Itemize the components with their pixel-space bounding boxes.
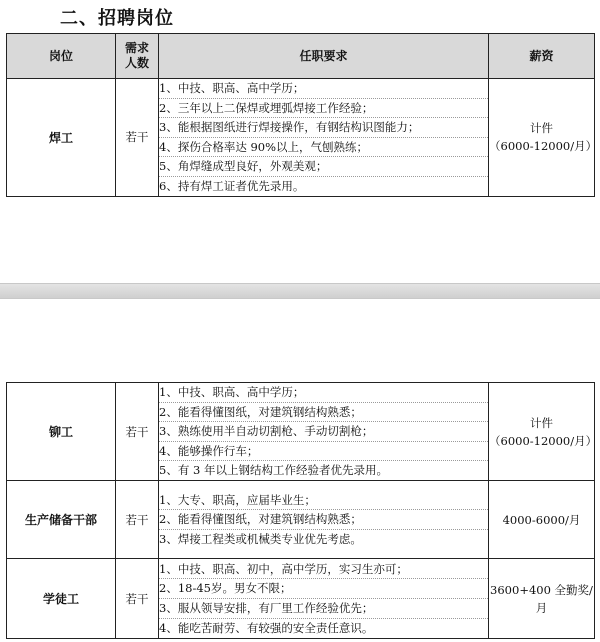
- count-cell: 若干: [116, 383, 159, 481]
- salary-cell: [489, 79, 598, 197]
- header-requirements: 任职要求: [159, 34, 489, 79]
- requirement-line: 1、大专、职高，应届毕业生；: [159, 491, 488, 511]
- jobs-table-page1: [6, 33, 598, 197]
- requirement-line: 2、能看得懂图纸，对建筑钢结构熟悉；: [159, 403, 488, 423]
- header-position: 岗位: [7, 34, 116, 79]
- requirement-line: 6、持有焊工证者优先录用。: [159, 178, 305, 193]
- requirement-line: 5、角焊缝成型良好，外观美观；: [159, 157, 488, 177]
- jobs-table-page2: [6, 382, 598, 639]
- requirement-line: 1、中技、职高、高中学历；: [159, 79, 488, 99]
- requirement-line: 2、能看得懂图纸，对建筑钢结构熟悉；: [159, 510, 488, 530]
- requirement-line: 3、服从领导安排，有厂里工作经验优先；: [159, 599, 488, 619]
- header-count: 需求 人数: [116, 34, 159, 79]
- salary-cell: [489, 481, 595, 559]
- salary-line: 3600+400 全勤奖/: [490, 582, 593, 597]
- salary-line: （6000-12000/月）: [489, 139, 598, 154]
- table-row: [7, 559, 595, 639]
- count-cell: 若干: [116, 559, 159, 639]
- requirement-line: 5、有 3 年以上钢结构工作经验者优先录用。: [159, 463, 388, 478]
- requirement-line: 4、能吃苦耐劳、有较强的安全责任意识。: [159, 620, 374, 635]
- requirement-line: 1、中技、职高、初中，高中学历，实习生亦可；: [159, 560, 488, 580]
- requirement-line: 2、18-45岁。男女不限；: [159, 579, 488, 599]
- position-cell: 焊工: [7, 79, 116, 197]
- salary-cell: [489, 383, 598, 481]
- salary-cell: [489, 559, 595, 639]
- requirements-cell: [159, 559, 489, 639]
- position-cell: 铆工: [7, 383, 116, 481]
- page-break-band: [0, 283, 600, 299]
- requirement-line: 1、中技、职高、高中学历；: [159, 383, 488, 403]
- requirement-line: 4、能够操作行车；: [159, 442, 488, 462]
- salary-line: 计件: [530, 121, 553, 136]
- count-cell: 若干: [116, 79, 159, 197]
- position-cell: 生产储备干部: [7, 481, 116, 559]
- requirements-cell: [159, 79, 489, 197]
- requirement-line: 3、熟练使用半自动切割枪、手动切割枪；: [159, 422, 488, 442]
- requirements-cell: [159, 481, 489, 559]
- header-salary: 薪资: [489, 34, 595, 79]
- count-cell: 若干: [116, 481, 159, 559]
- salary-line: 计件: [530, 415, 553, 430]
- salary-line: （6000-12000/月）: [489, 433, 598, 448]
- table-row: [7, 383, 595, 481]
- table-row: [7, 79, 595, 197]
- salary-line: 4000-6000/月: [502, 512, 581, 527]
- requirement-line: 3、焊接工程类或机械类专业优先考虑。: [159, 531, 362, 546]
- requirement-line: 3、能根据图纸进行焊接操作，有钢结构识图能力；: [159, 118, 488, 138]
- position-cell: 学徒工: [7, 559, 116, 639]
- requirements-cell: [159, 383, 489, 481]
- salary-line: 月: [535, 600, 548, 615]
- header-row: [7, 34, 595, 79]
- table-row: [7, 481, 595, 559]
- requirement-line: 2、三年以上二保焊或埋弧焊接工作经验；: [159, 99, 488, 119]
- requirement-line: 4、探伤合格率达 90%以上，气刨熟练；: [159, 138, 488, 158]
- section-title: 二、招聘岗位: [60, 8, 174, 29]
